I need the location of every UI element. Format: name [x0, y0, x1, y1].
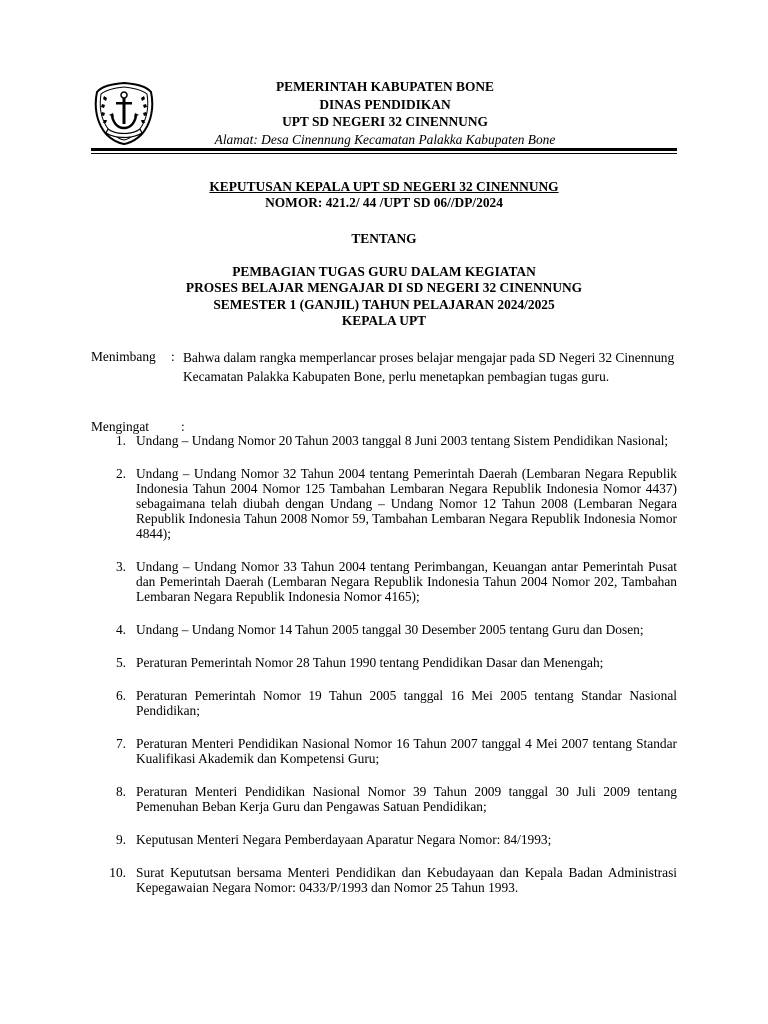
list-item-text: Surat Kepututsan bersama Menteri Pendidikan dan Kebudayaan dan Kepala Badan Administrasi Kepegawaian Negara Nomor: 0433/P/1993 dan Nomor 25 Tahun 1993.	[136, 865, 677, 895]
list-item	[91, 466, 677, 541]
mengingat-colon: :	[181, 419, 185, 434]
list-item	[91, 865, 677, 895]
list-item-number: 3.	[115, 559, 126, 574]
list-item-number: 10.	[109, 865, 126, 880]
list-item-number: 7.	[115, 736, 126, 751]
decree-title: KEPUTUSAN KEPALA UPT SD NEGERI 32 CINENNUNG	[209, 179, 559, 194]
list-item-number: 8.	[115, 784, 126, 799]
list-item-number: 4.	[115, 622, 126, 637]
list-item	[91, 559, 677, 604]
letterhead-address: Alamat: Desa Cinennung Kecamatan Palakka Kabupaten Bone	[214, 131, 556, 147]
subject-line-3: SEMESTER 1 (GANJIL) TAHUN PELAJARAN 2024/2025	[213, 297, 555, 312]
list-item-text: Undang – Undang Nomor 33 Tahun 2004 tentang Perimbangan, Keuangan antar Pemerintah Pusat dan Pemerintah Daerah (Lembaran Negara Republik Indonesia Tahun 2004 Nomor 202, Tambahan Lembaran Negara Republik Indonesia Nomor 4165);	[136, 559, 677, 604]
list-item-text: Keputusan Menteri Negara Pemberdayaan Aparatur Negara Nomor: 84/1993;	[136, 832, 552, 847]
list-item-text: Undang – Undang Nomor 20 Tahun 2003 tanggal 8 Juni 2003 tentang Sistem Pendidikan Nasional;	[136, 433, 669, 448]
regency-crest-icon	[92, 80, 156, 146]
list-item-text: Peraturan Pemerintah Nomor 28 Tahun 1990 tentang Pendidikan Dasar dan Menengah;	[136, 655, 604, 670]
subject-line-2: PROSES BELAJAR MENGAJAR DI SD NEGERI 32 CINENNUNG	[185, 280, 583, 295]
list-item-text: Undang – Undang Nomor 14 Tahun 2005 tanggal 30 Desember 2005 tentang Guru dan Dosen;	[136, 622, 644, 637]
list-item	[91, 784, 677, 814]
mengingat-label: Mengingat	[91, 419, 150, 434]
menimbang-colon: :	[171, 349, 175, 364]
list-item-number: 5.	[115, 655, 126, 670]
list-item-number: 6.	[115, 688, 126, 703]
list-item-number: 2.	[115, 466, 126, 481]
letterhead-divider-thin	[91, 153, 677, 154]
subject-line-4: KEPALA UPT	[341, 313, 427, 328]
letterhead	[150, 78, 620, 149]
list-item	[91, 433, 677, 448]
list-item	[91, 832, 677, 847]
menimbang-label: Menimbang	[91, 349, 156, 364]
list-item	[91, 688, 677, 718]
list-item-text: Peraturan Menteri Pendidikan Nasional Nomor 39 Tahun 2009 tanggal 30 Juli 2009 tentang Pemenuhan Beban Kerja Guru dan Pengawas Satuan Pendidikan;	[136, 784, 677, 814]
menimbang-text: Bahwa dalam rangka memperlancar proses belajar mengajar pada SD Negeri 32 Cinennung Kecamatan Palakka Kabupaten Bone, perlu menetapkan pembagian tugas guru.	[183, 350, 675, 384]
list-item	[91, 655, 677, 670]
letterhead-divider	[91, 148, 677, 151]
letterhead-government: PEMERINTAH KABUPATEN BONE	[276, 79, 494, 94]
list-item-text: Peraturan Menteri Pendidikan Nasional Nomor 16 Tahun 2007 tanggal 4 Mei 2007 tentang Standar Kualifikasi Akademik dan Kompetensi Guru;	[136, 736, 677, 766]
list-item	[91, 622, 677, 637]
mengingat-list	[91, 433, 677, 913]
decree-number: NOMOR: 421.2/ 44 /UPT SD 06//DP/2024	[265, 195, 503, 210]
list-item-text: Peraturan Pemerintah Nomor 19 Tahun 2005 tanggal 16 Mei 2005 tentang Standar Nasional Pendidikan;	[136, 688, 677, 718]
letterhead-office: DINAS PENDIDIKAN	[319, 96, 451, 112]
list-item-number: 1.	[115, 433, 126, 448]
list-item-text: Undang – Undang Nomor 32 Tahun 2004 tentang Pemerintah Daerah (Lembaran Negara Republik Indonesia Tahun 2004 Nomor 125 Tambahan Lembaran Negara Republik Indonesia Nomor 4437) sebagaimana telah diubah dengan Undang – Undang Nomor 12 Tahun 2008 (Lembaran Negara Republik Indonesia Tahun 2008 Nomor 59, Tambahan Lembaran Negara Republik Indonesia Nomor 4844);	[136, 466, 677, 541]
subject-line-1: PEMBAGIAN TUGAS GURU DALAM KEGIATAN	[232, 264, 536, 279]
list-item	[91, 736, 677, 766]
about-heading: TENTANG	[351, 231, 417, 246]
list-item-number: 9.	[115, 832, 126, 847]
letterhead-school: UPT SD NEGERI 32 CINENNUNG	[282, 114, 488, 129]
